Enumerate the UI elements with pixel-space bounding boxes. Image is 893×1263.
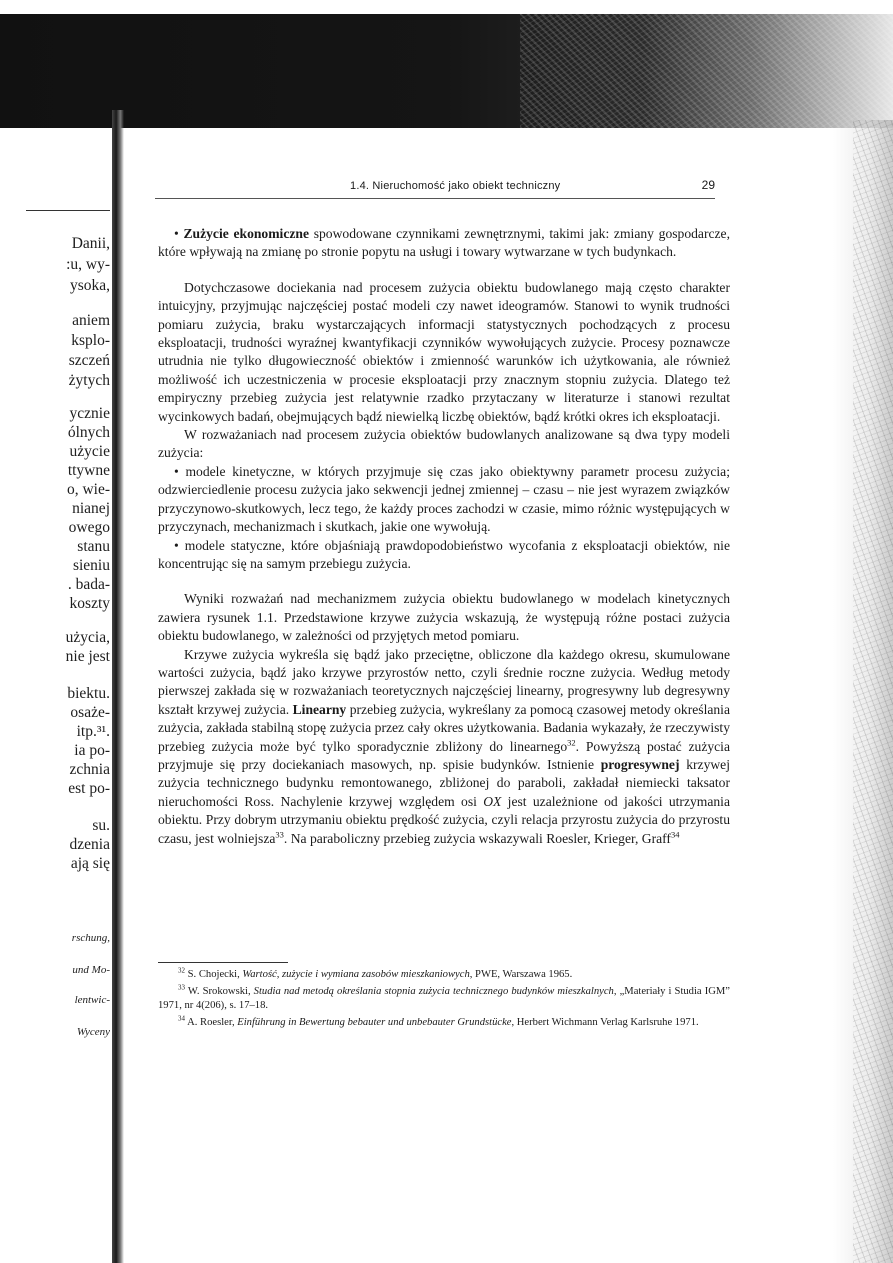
paragraph-text: krzywej zużycia technicznego budynku remontowanego, zbliżonej do paraboli, zakładał niemiecki taksator nieruchomości Ross. Nachylenie krzywej względem osi: [158, 756, 730, 809]
previous-page-footnote: lentwic-: [74, 994, 110, 1006]
previous-page-text: aniem: [72, 312, 110, 329]
previous-page-text: ttywne: [67, 462, 110, 479]
running-header: [155, 178, 715, 199]
previous-page-footnote: rschung,: [71, 932, 110, 944]
footnote-ref: 33: [275, 829, 284, 840]
footnote-ref: 34: [670, 829, 680, 840]
previous-page-rule: [26, 210, 110, 211]
term-progressive: progresywnej: [600, 756, 680, 772]
footnote-publisher: , PWE, Warszawa 1965.: [469, 969, 573, 980]
footnote-title: Wartość, zużycie i wymiana zasobów mieszkaniowych: [242, 969, 470, 980]
bullet-kinetic-models: • modele kinetyczne, w których przyjmuje się czas jako obiektywny parametr procesu zużycia; odzwierciedlenie procesu zużycia jako sekwencji jednej zmiennej – czasu – nie jest wyrazem związków przyczynowo-skutkowych, lecz tego, że każdy proces zachodzi w czasie, mimo różnic występujących w przyczynach, mechanizmach i skutkach, jakie one wywołują.: [158, 463, 730, 535]
previous-page-text: sieniu: [72, 557, 110, 574]
previous-page-text: użycie: [69, 443, 110, 460]
footnote-number: 34: [178, 1014, 185, 1023]
paragraph-text: jest uzależnione od jakości utrzymania obiektu. Przy dobrym utrzymaniu obiektu prędkość zużycia, czyli relacja przyrostu zużycia do przyrostu czasu, jest wolniejsza: [158, 793, 730, 846]
previous-page-text: nie jest: [65, 648, 110, 665]
paragraph-text: . Na paraboliczny przebieg zużycia wskazywali Roesler, Krieger, Graff: [283, 830, 671, 846]
previous-page-text: szczeń: [68, 352, 110, 369]
paragraph-text: spowodowane czynnikami zewnętrznymi, takimi jak: zmiany gospodarcze, które wpływają na zmianę po stronie popytu na usługi i towary wytwarzane w tych budynkach.: [158, 226, 730, 260]
book-spine-shadow: [112, 110, 124, 1263]
previous-page-text: ają się: [70, 855, 110, 872]
footnote-title: Einführung in Bewertung bebauter und unbebauter Grundstücke: [237, 1016, 512, 1028]
previous-page-text: dzenia: [69, 836, 110, 853]
footnote-title: Studia nad metodą określania stopnia zużycia technicznego budynków mieszkalnych: [253, 985, 614, 997]
paragraph-models-intro: W rozważaniach nad procesem zużycia obiektów budowlanych analizowane są dwa typy modeli zużycia:: [158, 427, 730, 461]
paragraph-economic-wear: • Zużycie ekonomiczne spowodowane czynnikami zewnętrznymi, takimi jak: zmiany gospodarcze, które wpływają na zmianę po stronie popytu na usługi i towary wytwarzane w tych budynkach.: [158, 226, 730, 260]
term-linear: Linearny: [292, 701, 347, 717]
previous-page-text: osaże-: [70, 704, 110, 721]
footnote-32: [158, 968, 730, 983]
footnote-author: A. Roesler,: [185, 1016, 238, 1028]
previous-page-text: nianej: [72, 500, 110, 517]
footnote-34: [158, 1016, 730, 1031]
footnote-33: [158, 985, 730, 1014]
footnote-number: 33: [178, 983, 185, 992]
previous-page-text: koszty: [69, 595, 110, 612]
previous-page-text: est po-: [68, 780, 110, 797]
previous-page-text: użycia,: [65, 629, 110, 646]
paragraph-text: Krzywe zużycia wykreśla się bądź jako przeciętne, obliczone dla każdego okresu, skumulowane wartości zużycia, bądź jako krzywe przyrostów netto, czyli średnie roczne zużycia. Według metody pierwszej zakłada się w rozważaniach teoretycznych najczęściej linearny, progresywny lub degresywny kształt krzywej zużycia.: [158, 646, 730, 717]
previous-page-footnote: und Mo-: [72, 964, 110, 976]
paragraph-figure-reference: Wyniki rozważań nad mechanizmem zużycia obiektu budowlanego w modelach kinetycznych zawiera rysunek 1.1. Przedstawione krzywe zużycia wskazują, że występują różne postaci zużycia obiektu budowlanego, w zależności od przyjętych metod pomiaru.: [158, 591, 730, 644]
term-economic-wear: Zużycie ekonomiczne: [183, 226, 309, 241]
paragraph-research: Dotychczasowe dociekania nad procesem zużycia obiektu budowlanego mają często charakter intuicyjny, przyjmując najczęściej postać modeli czy nawet ideogramów. Stanowi to wynik trudności pomiaru zużycia, braku wystarczających informacji statystycznych pochodzących z procesu eksploatacji, trudności wyraźnej kwantyfikacji czynników wywołujących zużycie. Procesy poznawcze utrudnia nie tylko długowieczność obiektów i zmienność warunków ich użytkowania, ale również możliwość ich uczestniczenia w procesie eksploatacji przy znacznym stopniu zużycia. Dlatego też empiryczny przebieg zużycia jest relatywnie rzadko przytaczany w literaturze i stanowi rezultat wycinkowych badań, obejmujących bądź niewielką liczbę obiektów, bądź krótki okres ich eksploatacji.: [158, 279, 730, 424]
bullet-text: modele kinetyczne, w których przyjmuje się czas jako obiektywny parametr procesu zużycia; odzwierciedlenie procesu zużycia jako sekwencji jednej zmiennej – czasu – nie jest wyrazem związków przyczynowo-skutkowych, lecz tego, że każdy proces zachodzi w czasie, mimo różnic występujących w przyczynach, mechanizmach i skutkach, jakie one wywołują.: [158, 463, 730, 535]
previous-page-text: owego: [68, 519, 110, 536]
previous-page-text: ólnych: [67, 424, 110, 441]
previous-page-text: . bada-: [67, 576, 110, 593]
footnote-separator: [158, 962, 288, 963]
paragraph-text: . Powyższą postać zużycia przyjmuje się przy dociekaniach masowych, np. spisie budynków. Istnienie: [158, 738, 730, 772]
previous-page-text: stanu: [77, 538, 110, 555]
previous-page-text: zchnia: [69, 761, 110, 778]
previous-page-text: Danii,: [71, 235, 110, 252]
previous-page-text: żytych: [68, 372, 110, 389]
previous-page-fragment: [0, 0, 110, 1263]
previous-page-footnote: Wyceny: [76, 1026, 110, 1038]
scanner-noise-right: [853, 120, 893, 1263]
footnote-publisher: , „Materiały i Studia IGM” 1971, nr 4(206), s. 17–18.: [158, 985, 730, 1012]
previous-page-text: ycznie: [69, 405, 110, 422]
footnotes: [158, 968, 730, 1032]
book-page: [130, 0, 780, 1263]
previous-page-text: :u, wy-: [66, 256, 110, 273]
footnote-publisher: , Herbert Wichmann Verlag Karlsruhe 1971.: [511, 1016, 699, 1028]
previous-page-text: biektu.: [67, 685, 110, 702]
previous-page-text: ysoka,: [69, 277, 110, 294]
paragraph-wear-curves: [158, 646, 730, 848]
bullet-text: modele statyczne, które objaśniają prawdopodobieństwo wycofania z eksploatacji obiektów, nie koncentrując się na samym przebiegu zużycia.: [158, 537, 730, 571]
paragraph-text: przebieg zużycia, wykreślany za pomocą czasowej metody określania zużycia, zakłada stabilną stopę zużycia przez cały okres użytkowania. Badania wykazały, że rzeczywisty przebieg zużycia może być tylko sporadycznie zbliżony do linearnego: [158, 701, 730, 754]
bullet-static-models: • modele statyczne, które objaśniają prawdopodobieństwo wycofania z eksploatacji obiektów, nie koncentrując się na samym przebiegu zużycia.: [158, 537, 730, 571]
footnote-ref: 32: [567, 737, 576, 748]
body-text: [158, 225, 730, 848]
page-number: 29: [701, 178, 715, 192]
footnote-author: W. Srokowski,: [185, 985, 254, 997]
footnote-author: S. Chojecki,: [185, 969, 243, 980]
previous-page-text: o, wie-: [66, 481, 110, 498]
footnote-number: 32: [178, 966, 185, 975]
axis-name: OX: [483, 793, 502, 809]
previous-page-text: ksplo-: [71, 332, 110, 349]
previous-page-text: ia po-: [74, 742, 110, 759]
previous-page-text: itp.³¹.: [76, 723, 110, 740]
running-title: 1.4. Nieruchomość jako obiekt techniczny: [350, 180, 561, 192]
previous-page-text: su.: [92, 817, 110, 834]
